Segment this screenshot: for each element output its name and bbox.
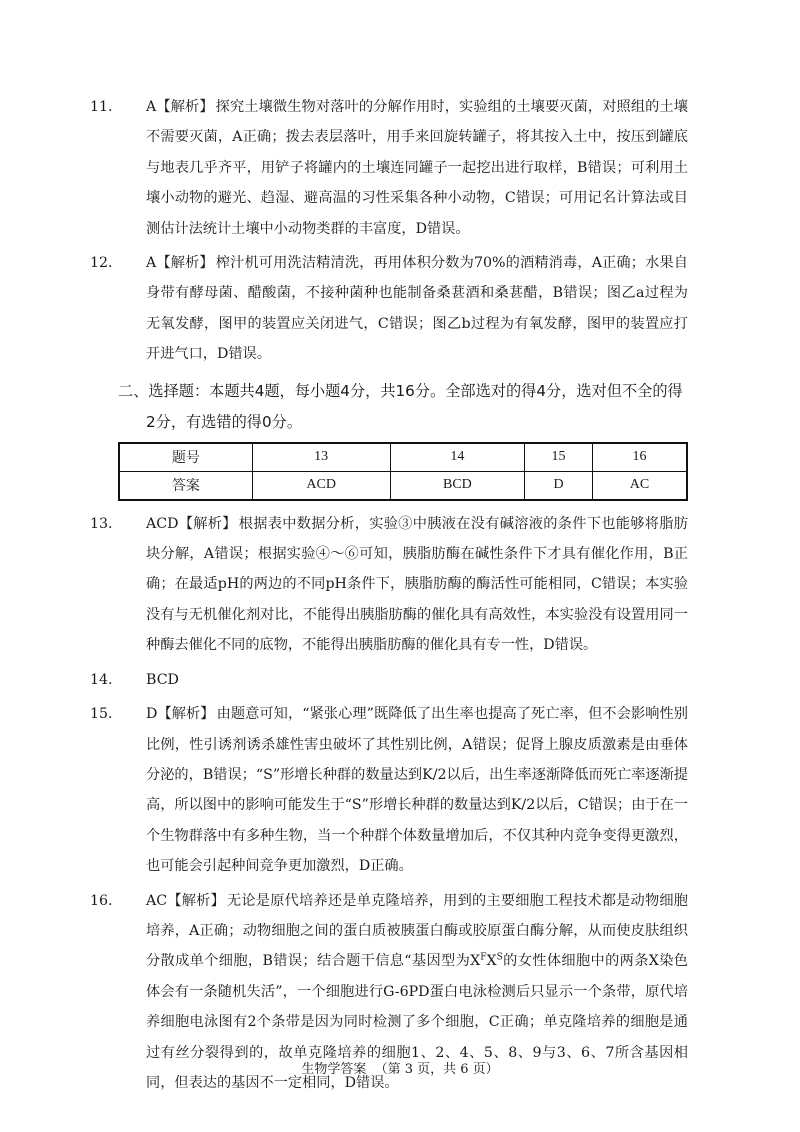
table-cell-answer: ACD [252,471,390,500]
table-header-answer: 答案 [119,471,252,500]
page-footer [0,1058,800,1077]
item-explanation-part: 的女性体细胞中的两条X染色体会有一条随机失活”，一个细胞进行G-6PD蛋白电泳检测后只显示一个条带，原代培养细胞电泳图有2个条带是因为同时检测了多个细胞，C正确；单克隆培养的细胞是通过有丝分裂得到的，故单克隆培养的细胞1、2、4、5、8、9与3、6、7所含基因相同，但表达的基因不一定相同，D错误。 [146,953,688,1091]
answer-item-15 [90,699,688,881]
genotype-superscript: F [480,952,487,963]
item-explanation-part: X [486,953,497,970]
item-number: 13. [90,515,113,532]
item-explanation: 由题意可知，“紧张心理”既降低了出生率也提高了死亡率，但不会影响性别比例，性引诱剂诱杀雄性害虫破坏了其性别比例，A错误；促肾上腺皮质激素是由垂体分泌的，B错误；“S”形增长种群的数量达到K/2以后，出生率逐渐降低而死亡率逐渐提高，所以图中的影响可能发生于“S”形增长种群的数量达到K/2以后，C错误；由于在一个生物群落中有多种生物，当一个种群个体数量增加后，不仅其种内竞争变得更激烈，也可能会引起种间竞争更加激烈，D正确。 [146,706,688,875]
item-number: 14. [90,671,113,688]
item-answer: ACD【解析】 [146,515,237,532]
table-cell-answer: D [525,471,593,500]
document-content [90,92,688,1102]
item-number: 12. [90,255,113,272]
table-cell-question: 15 [525,443,593,472]
table-cell-question: 16 [592,443,687,472]
table-cell-question: 14 [390,443,525,472]
item-answer: A【解析】 [146,99,214,115]
item-answer: A【解析】 [146,255,214,272]
item-answer: BCD [146,671,179,688]
item-explanation-part: 无论是原代培养还是单克隆培养，用到的主要细胞工程技术都是动物细胞培养，A正确；动物细胞之间的蛋白质被胰蛋白酶或胶原蛋白酶分解，从而使皮肤组织分散成单个细胞，B错误；结合题干信息“基因型为X [146,892,688,970]
answer-item-12 [90,248,688,370]
item-explanation: 探究土壤微生物对落叶的分解作用时，实验组的土壤要灭菌，对照组的土壤不需要灭菌，A正确；拨去表层落叶，用手来回旋转罐子，将其按入土中，按压到罐底与地表几乎齐平，用铲子将罐内的土壤连同罐子一起挖出进行取样，B错误；可利用土壤小动物的避光、趋湿、避高温的习性采集各种小动物，C错误；可用记名计算法或目测估计法统计土壤中小动物类群的丰富度，D错误。 [146,99,688,237]
answer-item-11 [90,92,688,244]
answer-item-13 [90,509,688,661]
item-number: 15. [90,706,113,723]
item-answer: D【解析】 [146,706,215,723]
footer-page-number: （第 3 页，共 6 页） [374,1062,499,1077]
table-row-questions [119,443,687,472]
footer-subject: 生物学答案 [301,1062,367,1077]
answer-item-14 [90,665,688,695]
section-title: 二、选择题：本题共4题，每小题4分，共16分。全部选对的得4分，选对但不全的得2分，有选错的得0分。 [118,381,683,431]
table-cell-question: 13 [252,443,390,472]
genotype-superscript: S [496,952,503,963]
item-answer: AC【解析】 [146,892,225,909]
table-cell-answer: BCD [390,471,525,500]
item-explanation: 根据表中数据分析，实验③中胰液在没有碱溶液的条件下也能够将脂肪块分解，A错误；根据实验④～⑥可知，胰脂肪酶在碱性条件下才具有催化作用，B正确；在最适pH的两边的不同pH条件下，胰脂肪酶的酶活性可能相同，C错误；本实验没有与无机催化剂对比，不能得出胰脂肪酶的催化具有高效性，本实验没有设置用同一种酶去催化不同的底物，不能得出胰脂肪酶的催化具有专一性，D错误。 [146,515,688,654]
answer-table [118,442,688,501]
table-row-answers [119,471,687,500]
item-number: 16. [90,892,113,909]
item-explanation: 榨汁机可用洗洁精清洗，再用体积分数为70%的酒精消毒，A正确；水果自身带有酵母菌、醋酸菌，不接种菌种也能制备桑葚酒和桑葚醋，B错误；图乙a过程为无氧发酵，图甲的装置应关闭进气，C错误；图乙b过程为有氧发酵，图甲的装置应打开进气口，D错误。 [146,255,688,363]
item-number: 11. [90,99,113,115]
table-cell-answer: AC [592,471,687,500]
table-header-question: 题号 [119,443,252,472]
